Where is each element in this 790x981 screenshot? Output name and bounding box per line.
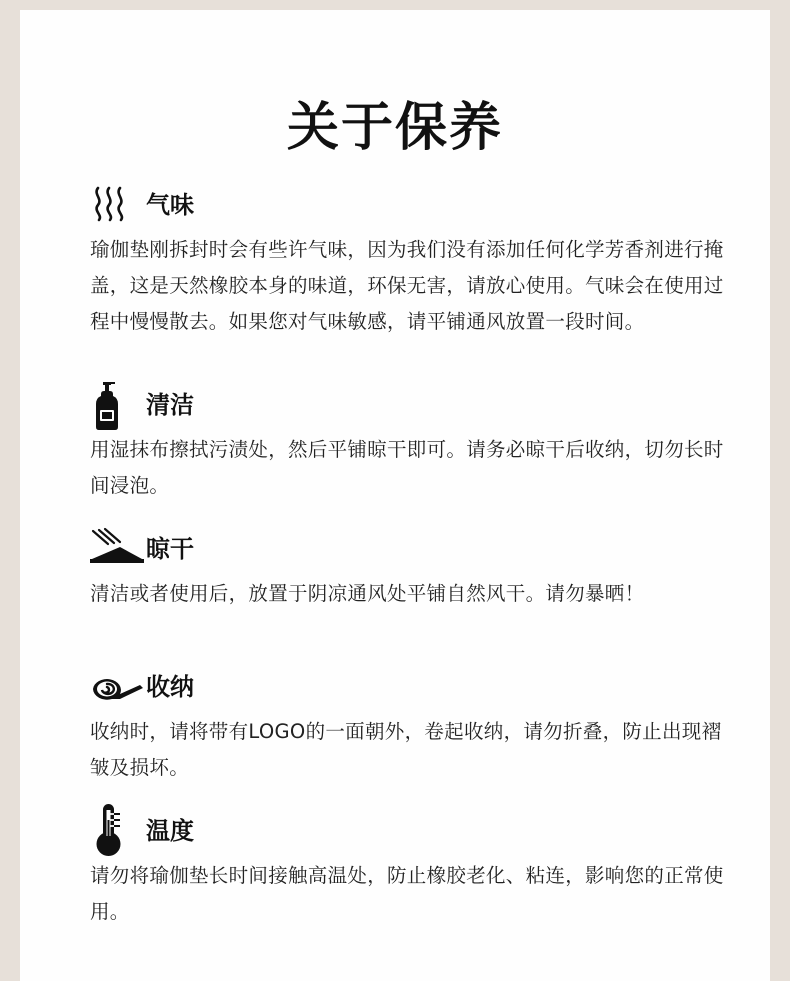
odor-waves-icon	[90, 182, 150, 232]
section-storage-heading: 收纳	[146, 673, 194, 701]
section-temperature-heading: 温度	[146, 817, 194, 845]
section-drying-header	[90, 526, 740, 576]
section-cleaning-heading: 清洁	[146, 391, 194, 419]
section-temperature	[90, 808, 740, 930]
cleanser-bottle-icon	[90, 382, 150, 432]
care-card	[20, 10, 770, 981]
section-odor-heading: 气味	[146, 191, 194, 219]
section-drying-text: 清洁或者使用后，放置于阴凉通风处平铺自然风干。请勿暴晒！	[90, 582, 645, 605]
section-storage-header	[90, 664, 740, 714]
section-drying	[90, 526, 740, 612]
section-odor-text: 瑜伽垫刚拆封时会有些许气味，因为我们没有添加任何化学芳香剂进行掩盖，这是天然橡胶本身的味道，环保无害，请放心使用。气味会在使用过程中慢慢散去。如果您对气味敏感，请平铺通风放置一段时间。	[90, 238, 724, 333]
section-cleaning-text: 用湿抹布擦拭污渍处，然后平铺晾干即可。请务必晾干后收纳，切勿长时间浸泡。	[90, 438, 724, 497]
section-cleaning	[90, 382, 740, 504]
section-odor-header	[90, 182, 740, 232]
page-title: 关于保养	[286, 98, 503, 158]
drying-mat-icon	[90, 526, 150, 576]
rolled-mat-icon	[90, 664, 150, 714]
thermometer-icon	[90, 808, 150, 858]
section-cleaning-header	[90, 382, 740, 432]
section-odor	[90, 182, 740, 340]
section-storage-text: 收纳时，请将带有LOGO的一面朝外，卷起收纳，请勿折叠，防止出现褶皱及损坏。	[90, 720, 722, 779]
section-temperature-text: 请勿将瑜伽垫长时间接触高温处，防止橡胶老化、粘连，影响您的正常使用。	[90, 864, 724, 923]
section-temperature-header	[90, 808, 740, 858]
section-drying-heading: 晾干	[146, 535, 194, 563]
section-storage	[90, 664, 740, 786]
